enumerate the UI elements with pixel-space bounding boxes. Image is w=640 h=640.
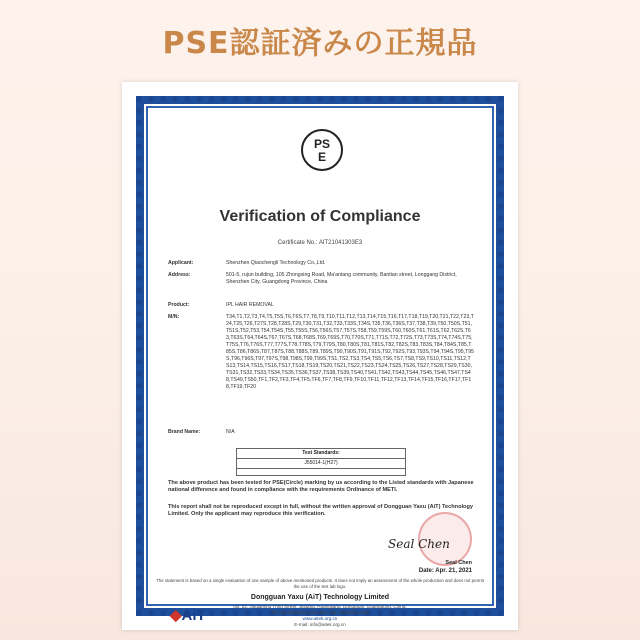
lab-address: No. 22, Jinqianling Third Street, Jitigang, Huangjiang, Dongguan, Guangdong, China. [233,604,407,609]
footnote: The statement is based on a single evaluation of one sample of above mentioned products. It does not imply an assessment of the whole production and does not permit the use of the test lab logo. [156,578,484,589]
standards-table [236,448,406,476]
pse-logo-icon [300,128,344,172]
standards-header: Test Standards: [237,449,405,459]
lab-phone: Tel:+86-769-8202 0499 Fax:+86-769-8202 0495 [271,610,369,615]
product-label: Product: [168,302,190,308]
pse-logo-top: PS [313,137,331,151]
model-label: M/N: [168,314,180,320]
ait-logo-icon: ◆AiT [170,607,206,624]
signature-script: Seal Chen [388,537,450,551]
banner-title: PSE認証済みの正規品 [162,26,478,61]
certificate-title: Verification of Compliance [219,208,421,225]
address-label: Address: [168,272,191,278]
certificate-body [156,116,484,627]
applicant-value: Shenzhen Qiaochengli Technology Co.,Ltd. [226,260,326,266]
applicant-label: Applicant: [168,260,194,266]
compliance-statement: The above product has been tested for PSE(Circle) marking by us according to the Listed standards with Japanese national difference and found in compliance with the requirements Ordinance of METI. [168,480,474,494]
brand-value: N/A [226,429,235,435]
reproduction-notice: This report shall not be reproduced except in full, without the written approval of Dongguan Yaxu (AiT) Technology Limited. Only the applicant may reproduce this verification. [168,504,473,518]
signature-image [384,530,454,556]
lab-email: E-mail: info@aitek.org.cn [294,622,346,627]
brand-label: Brand Name: [168,429,201,435]
lab-website[interactable]: www.aitek.org.cn [302,616,338,621]
signer-name: Seal Chen [445,560,472,566]
certificate-document [122,82,518,630]
standards-empty-row [237,468,405,475]
address-value: 501-5, rujun building, 105 Zhongxing Road, Ma'antang community, Bantian street, Longgang District, Shenzhen City, Guangdong Province, China [226,272,457,285]
ait-logo-text: AiT [181,607,206,624]
product-value: IPL HAIR REMOVAL [226,302,274,308]
lab-name: Dongguan Yaxu (AiT) Technology Limited [250,594,390,601]
standards-value: J55014-1(H27) [304,460,338,466]
model-value: T34,T1,T2,T3,T4,T5,T5S,T6,T6S,T7,T8,T9,T10,T11,T12,T13,T14,T15,T16,T17,T18,T19,T20,T21,T22,T23,T24,T25,T26,T27S,T28,T28S,T29,T30,T31,T32,T33,T33S,T34S,T35,T36,T36S,T37,T38,T39,T50,T50S,T51,T51S,T52,T53,T54,T54S,T55,T55S,T56,T56S,T57,T57S,T58,T59,T59S,T60,T60S,T61,T61S,T62,T62S,T63,T63S,T64,T64S,T67,T67S,T68,T68S,T69,T69S,T70,T70S,T71,T71S,T72,T72S,T73,T73S,T74,T74S,T75,T75S,T76,T76S,T77,T77S,T78,T78S,T79,T79S,T80,T80S,T81,T81S,T82,T82S,T83,T83S,T84,T84S,T85,T85S,T86,T86S,T87,T87S,T88,T88S,T89,T89S,T90,T90S,T91,T91S,T92,T92S,T93,T93S,T94,T94S,T95,T95S,T96,T96S,T97,T97S,T98,T98S,T99,T99S,TS1,TS2,TS3,TS4,TS5,TS6,TS7,TS8,TS9,TS10,TS11,TS12,TS13,TS14,TS15,TS16,TS17,TS18,TS19,TS20,TS21,TS22,TS23,TS24,TS25,TS26,TS27,TS28,TS29,TS30,TS31,TS32,TS33,TS34,TS35,TS36,TS37,TS38,TS39,TS40,TS41,TS42,TS43,TS44,TS45,TS46,TS47,TS48,TS49,TS50,TF1,TF2,TF3,TF4,TF5,TF6,TF7,TF8,TF9,TF10,TF11,TF12,TF13,TF14,TF15,TF16,TF17,TF18,TF19,TF20 [226,314,474,390]
certificate-number: Certificate No.: AIT21041303E3 [277,240,363,246]
pse-logo-bottom: E [317,150,327,164]
issue-date: Date: Apr. 21, 2021 [418,568,472,574]
